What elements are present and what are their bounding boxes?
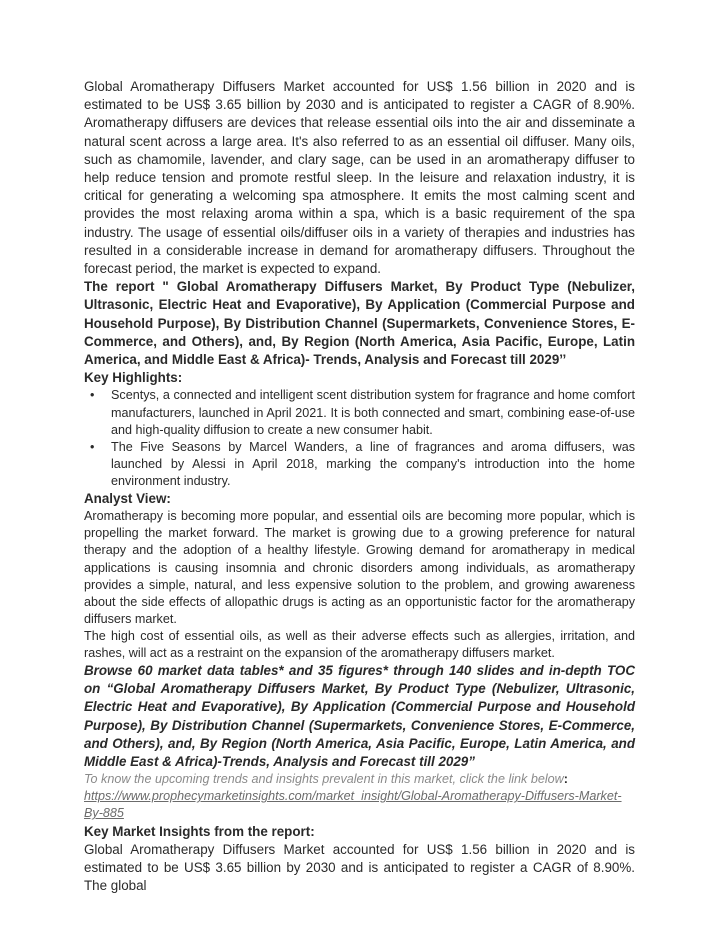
key-highlights-list <box>84 387 635 490</box>
know-more-text <box>84 771 635 788</box>
key-market-insights-paragraph: Global Aromatherapy Diffusers Market accounted for US$ 1.56 billion in 2020 and is estimated to be US$ 3.65 billion by 2030 and is anticipated to register a CAGR of 8.90%. The global <box>84 841 635 894</box>
analyst-view-restraint-paragraph: The high cost of essential oils, as well as their adverse effects such as allergies, irritation, and rashes, will act as a restraint on the expansion of the aromatherapy diffusers market. <box>84 628 635 660</box>
bullet-icon: • <box>90 439 95 454</box>
browse-report-paragraph: Browse 60 market data tables* and 35 figures* through 140 slides and in-depth TOC on “Global Aromatherapy Diffusers Market, By Product Type (Nebulizer, Ultrasonic, Electric Heat and Evaporative), By Application (Commercial Purpose and Household Purpose), By Distribution Channel (Supermarkets, Convenience Stores, E-Commerce, and Others), and, By Region (North America, Asia Pacific, Europe, Latin America, and Middle East & Africa)-Trends, Analysis and Forecast till 2029” <box>84 663 635 770</box>
know-more-colon: : <box>563 772 568 787</box>
highlight-text: The Five Seasons by Marcel Wanders, a line of fragrances and aroma diffusers, was launched by Alessi in April 2018, marking the company's introduction into the home environment industry. <box>111 439 635 488</box>
intro-paragraph: Global Aromatherapy Diffusers Market accounted for US$ 1.56 billion in 2020 and is estimated to be US$ 3.65 billion by 2030 and is anticipated to register a CAGR of 8.90%. Aromatherapy diffusers are devices that release essential oils into the air and disseminate a natural scent across a large area. It's also referred to as an essential oil diffuser. Many oils, such as chamomile, lavender, and clary sage, can be used in an aromatherapy diffuser to help reduce tension and promote restful sleep. In the leisure and relaxation industry, it is critical for generating a welcoming spa atmosphere. It emits the most calming scent and provides the most relaxing aroma within a spa, which is a basic requirement of the spa industry. The usage of essential oils/diffuser oils in a variety of therapies and industries has resulted in a considerable increase in demand for aromatherapy diffusers. Throughout the forecast period, the market is expected to expand. <box>84 79 635 277</box>
bullet-icon: • <box>90 388 95 403</box>
analyst-view-paragraph: Aromatherapy is becoming more popular, and essential oils are becoming more popular, which is propelling the market forward. The market is growing due to a growing preference for natural therapy and the adoption of a healthy lifestyle. Growing demand for aromatherapy in medical applications is causing insomnia and chronic disorders among individuals, as aromatherapy provides a simple, natural, and less expensive solution to the problem, and growing awareness about the side effects of allopathic drugs is acting as an opportunistic factor for the aromatherapy diffusers market. <box>84 509 635 626</box>
key-market-insights-heading: Key Market Insights from the report: <box>84 823 315 839</box>
analyst-view-heading: Analyst View: <box>84 491 171 507</box>
list-item <box>90 387 635 438</box>
key-highlights-heading: Key Highlights: <box>84 370 183 386</box>
report-link[interactable]: https://www.prophecymarketinsights.com/market_insight/Global-Aromatherapy-Diffusers-Market-By-885 <box>84 789 622 821</box>
know-more-label: To know the upcoming trends and insights prevalent in this market, click the link below <box>84 772 564 787</box>
highlight-text: Scentys, a connected and intelligent scent distribution system for fragrance and home comfort manufacturers, launched in April 2021. It is both connected and smart, combining ease-of-use and high-quality diffusion to create a new consumer habit. <box>111 388 635 437</box>
report-title: The report " Global Aromatherapy Diffusers Market, By Product Type (Nebulizer, Ultrasonic, Electric Heat and Evaporative), By Application (Commercial Purpose and Household Purpose), By Distribution Channel (Supermarkets, Convenience Stores, E-Commerce, and Others), and, By Region (North America, Asia Pacific, Europe, Latin America, and Middle East & Africa)- Trends, Analysis and Forecast till 2029’’ <box>84 279 635 368</box>
document-page <box>84 78 635 895</box>
list-item <box>90 439 635 490</box>
